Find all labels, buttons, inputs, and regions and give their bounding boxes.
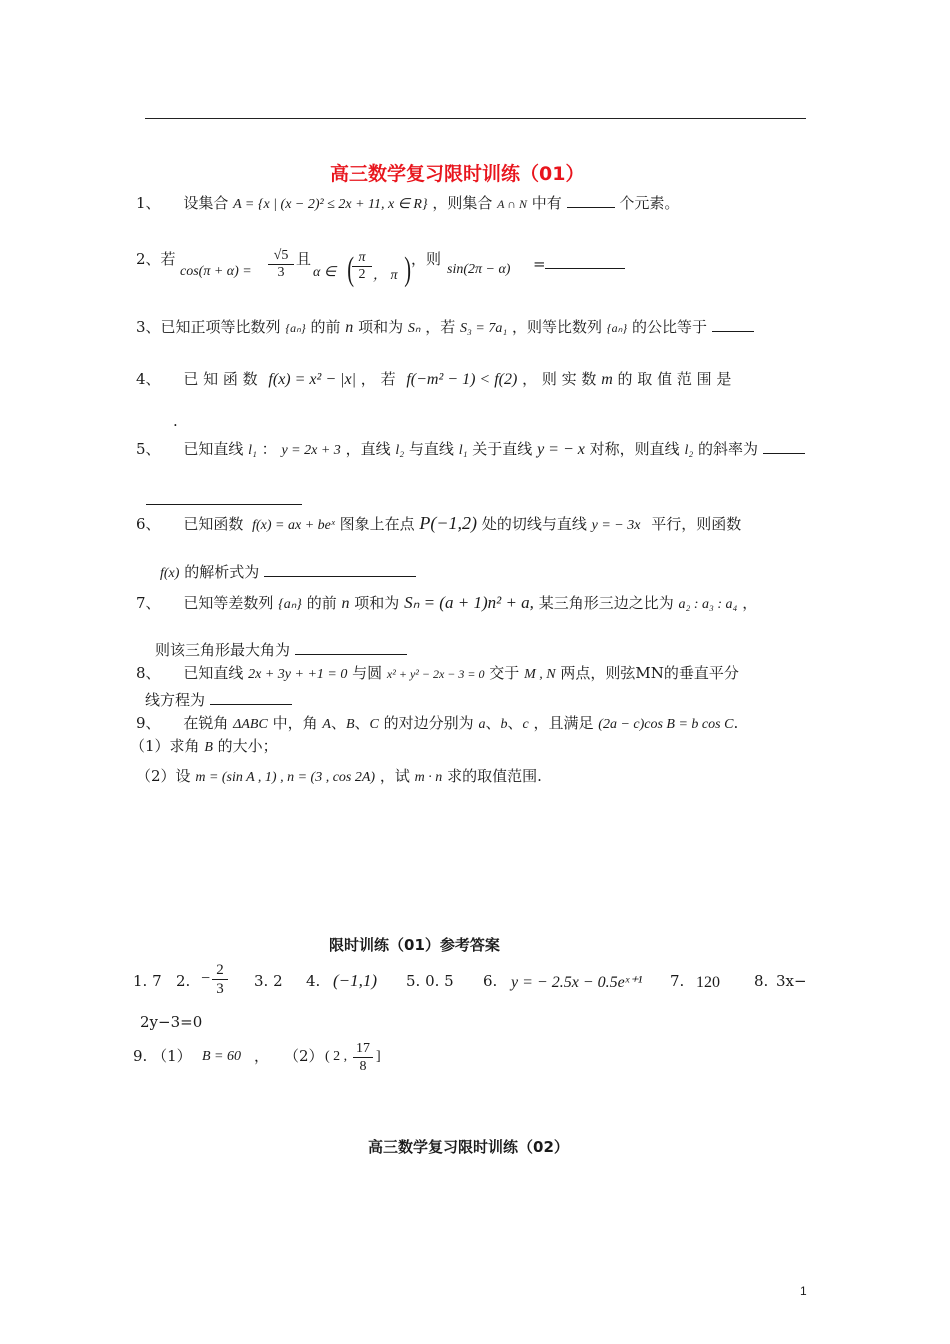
q3-text-a: 3、已知正项等比数列 <box>136 318 281 336</box>
answer-9-sep: ， <box>254 1047 270 1065</box>
q5-axis-line: y = − x <box>537 441 585 458</box>
q6-function: f(x) = ax + beˣ <box>252 518 335 533</box>
q3-s3-equation: S₃ = 7a₁ <box>460 321 508 336</box>
q7-text-a: 已知等差数列 <box>183 594 274 612</box>
q5-text-e: 关于直线 <box>472 440 533 458</box>
answer-6-function: y = − 2.5x − 0.5eˣ⁺¹ <box>511 974 643 991</box>
q9-sep4: 、 <box>507 714 523 732</box>
q8-text-a: 已知直线 <box>183 664 244 682</box>
q7-text-c: 项和为 <box>354 594 400 612</box>
q1-intersection: A ∩ N <box>497 197 527 211</box>
answer-2-fraction <box>212 961 228 998</box>
q1-text-a: 设集合 <box>183 194 229 212</box>
answer-2-label: 2. <box>176 972 191 990</box>
q3-text-c: 项和为 <box>358 318 404 336</box>
q5-l1: l₁ <box>248 443 257 458</box>
q8-text-e: 线方程为 <box>145 691 206 709</box>
answer-2-num: 2 <box>212 961 228 980</box>
answer-9-fraction <box>353 1040 373 1075</box>
q2-alpha-in: α ∈ <box>313 265 337 280</box>
q8-row <box>136 662 739 683</box>
q9-vectors: m = (sin A , 1) , n = (3 , cos 2A) <box>195 770 376 785</box>
q3-sequence-a: {aₙ} <box>285 321 306 335</box>
q7-text-b: 的前 <box>306 594 337 612</box>
q9-triangle: ΔABC <box>233 717 268 732</box>
answer-9-den: 8 <box>359 1059 367 1074</box>
answer-8-continued: 2y−3=0 <box>140 1013 203 1031</box>
q6-fx: f(x) <box>160 566 180 581</box>
q5-text-d: 与直线 <box>408 440 454 458</box>
q9-side-b: b <box>500 717 508 732</box>
q9-part-1 <box>130 735 278 756</box>
q9-sub1-end: 的大小； <box>217 737 278 755</box>
q4-inequality: f(−m² − 1) < f(2) <box>406 371 518 388</box>
q6-text-d: 平行，则函数 <box>651 515 742 533</box>
q2-blank[interactable] <box>545 268 625 269</box>
q9-sep1: 、 <box>330 714 346 732</box>
q1-row <box>136 192 679 213</box>
q4-m: m <box>601 371 613 388</box>
answer-7-value: 120 <box>696 974 720 991</box>
q2-pi-over-2 <box>352 250 372 283</box>
q5-text-b: ： <box>261 440 277 458</box>
q8-circle: x² + y² − 2x − 3 = 0 <box>386 667 485 681</box>
q9-angle-a: A <box>322 717 331 732</box>
q2-pi-den: 2 <box>358 267 366 282</box>
answer-2-den: 3 <box>216 981 224 997</box>
q9-sep2: 、 <box>354 714 370 732</box>
q3-n: n <box>345 319 354 336</box>
q7-text-e: ， <box>742 594 758 612</box>
q7-blank[interactable] <box>295 640 407 655</box>
q9-sub2-c: 求的取值范围. <box>447 767 542 785</box>
answer-9-open: ( 2 , <box>325 1049 348 1064</box>
q6-point: P(−1,2) <box>419 513 478 533</box>
q8-text-d: 两点，则弦MN的垂直平分 <box>560 664 739 682</box>
q5-l2: l₂ <box>395 443 405 458</box>
answer-8-label: 8. <box>754 972 769 990</box>
answer-1: 1. 7 <box>133 972 162 990</box>
q4-text-d: 的 取 值 范 围 是 <box>617 370 732 388</box>
q1-set-expression: A = {x | (x − 2)² ≤ 2x + 11, x ∈ R} <box>233 197 428 212</box>
q6-text-c: 处的切线与直线 <box>481 515 587 533</box>
q8-points: M , N <box>524 667 556 682</box>
q5-blank[interactable] <box>763 439 805 454</box>
q9-text-d: ，且满足 <box>533 714 594 732</box>
answer-8-text: 3x− <box>776 972 807 990</box>
q2-interval-end: ， π <box>373 268 398 283</box>
q7-text-f: 则该三角形最大角为 <box>155 641 291 659</box>
answer-4-label: 4. <box>306 972 321 990</box>
q4-row <box>136 368 731 389</box>
q5-text-c: ，直线 <box>345 440 391 458</box>
q6-row-2 <box>160 561 416 582</box>
header-rule <box>145 118 806 119</box>
q6-text-a: 已知函数 <box>183 515 244 533</box>
q2-fraction-num: √5 <box>268 248 294 265</box>
answer-9-close: ] <box>376 1049 381 1064</box>
answer-4-interval: (−1,1) <box>333 971 378 990</box>
q4-num: 4、 <box>136 370 161 388</box>
q9-text-a: 在锐角 <box>183 714 229 732</box>
q2-text-a: 且 <box>296 250 312 268</box>
q5-text-a: 已知直线 <box>183 440 244 458</box>
answers-heading: 限时训练（01）参考答案 <box>329 936 500 954</box>
answer-9-part2: （2） <box>284 1047 324 1065</box>
next-section-title: 高三数学复习限时训练（02） <box>368 1138 569 1156</box>
q9-condition: (2a − c)cos B = b cos C <box>598 717 734 732</box>
q6-line: y = − 3x <box>591 518 641 533</box>
q8-line: 2x + 3y + +1 = 0 <box>248 667 348 682</box>
q3-row <box>136 316 754 337</box>
q9-sep3: 、 <box>485 714 501 732</box>
q7-num: 7、 <box>136 594 161 612</box>
q3-text-f: 的公比等于 <box>631 318 707 336</box>
q7-row-2 <box>155 639 407 660</box>
answer-3: 3. 2 <box>254 972 283 990</box>
q1-text-b: ，则集合 <box>432 194 493 212</box>
q3-text-b: 的前 <box>310 318 341 336</box>
q9-row <box>136 712 738 733</box>
q6-row <box>136 513 741 534</box>
q9-sub1-b: B <box>204 740 213 755</box>
answer-5: 5. 0. 5 <box>406 972 454 990</box>
q7-text-d: 某三角形三边之比为 <box>538 594 674 612</box>
q2-num: 2、若 <box>136 250 176 268</box>
q9-angle-b: B <box>345 717 355 732</box>
q3-text-d: ，若 <box>425 318 456 336</box>
q9-num: 9、 <box>136 714 161 732</box>
q9-text-b: 中，角 <box>272 714 318 732</box>
q1-text-c: 中有 <box>531 194 562 212</box>
q6-blank[interactable] <box>264 562 416 577</box>
q1-blank[interactable] <box>567 193 615 208</box>
q9-part-2 <box>136 765 542 786</box>
q3-sequence-b: {aₙ} <box>606 321 628 335</box>
q8-blank[interactable] <box>210 690 292 705</box>
q7-row <box>136 592 757 613</box>
q8-text-b: 与圆 <box>352 664 383 682</box>
q7-ratio: a₂ : a₃ : a₄ <box>678 597 738 612</box>
q5-line-equation: y = 2x + 3 <box>281 443 341 458</box>
q5-row <box>136 438 805 459</box>
q6-num: 6、 <box>136 515 161 533</box>
q6-text-e: 的解析式为 <box>184 563 260 581</box>
q1-num: 1、 <box>136 194 161 212</box>
q2-close-paren: ) <box>404 251 412 288</box>
q5-text-g: 的斜率为 <box>697 440 758 458</box>
q9-sub2-b: ，试 <box>379 767 410 785</box>
q5-blank-continued[interactable] <box>146 504 302 505</box>
q3-sn: Sₙ <box>407 321 421 336</box>
q3-blank[interactable] <box>712 317 754 332</box>
q2-open-paren: ( <box>347 251 355 288</box>
q4-text-b: ， 若 <box>360 370 396 388</box>
q9-sub1-text: （1）求角 <box>130 737 200 755</box>
answer-9-label: 9. （1） <box>133 1047 192 1065</box>
q5-text-f: 对称，则直线 <box>589 440 680 458</box>
q4-text-c: ， 则 实 数 <box>522 370 597 388</box>
q5-num: 5、 <box>136 440 161 458</box>
answer-9-angle: B = 60 <box>202 1049 241 1064</box>
q2-sin-expression: sin(2π − α) <box>447 262 511 277</box>
q1-text-d: 个元素。 <box>619 194 680 212</box>
q2-pi-num: π <box>352 250 372 267</box>
q2-fraction <box>268 248 294 281</box>
q9-side-a: a <box>478 717 486 732</box>
q4-function: f(x) = x² − |x| <box>268 371 357 388</box>
page-title: 高三数学复习限时训练（01） <box>330 163 585 185</box>
q8-text-c: 交于 <box>489 664 520 682</box>
q5-l1-b: l₁ <box>458 443 468 458</box>
q3-text-e: ，则等比数列 <box>512 318 603 336</box>
q2-eq: = <box>533 255 546 273</box>
q6-text-b: 图象上在点 <box>339 515 415 533</box>
q7-n: n <box>341 595 350 612</box>
answer-6-label: 6. <box>483 972 498 990</box>
answer-9-num: 17 <box>353 1040 373 1058</box>
q9-side-c: c <box>522 717 529 732</box>
q9-end: . <box>733 714 739 732</box>
q7-sum-formula: Sₙ = (a + 1)n² + a, <box>404 593 534 612</box>
q2-text-b: ，则 <box>411 250 442 268</box>
q7-sequence: {aₙ} <box>278 597 302 612</box>
q9-sub2-text: （2）设 <box>136 767 191 785</box>
q9-dot-product: m · n <box>414 770 443 785</box>
q8-num: 8、 <box>136 664 161 682</box>
answer-7-label: 7. <box>670 972 685 990</box>
q2-cos-expression: cos(π + α) = <box>180 264 252 279</box>
page-number: 1 <box>800 1284 807 1298</box>
q4-dot: . <box>173 412 178 430</box>
q8-row-2 <box>145 689 292 710</box>
q4-text-a: 已 知 函 数 <box>183 370 258 388</box>
q2-fraction-den: 3 <box>277 265 285 280</box>
q5-l2-b: l₂ <box>684 443 694 458</box>
answer-2-sign: − <box>200 970 211 987</box>
q9-text-c: 的对边分别为 <box>383 714 474 732</box>
q9-angle-c: C <box>369 717 379 732</box>
